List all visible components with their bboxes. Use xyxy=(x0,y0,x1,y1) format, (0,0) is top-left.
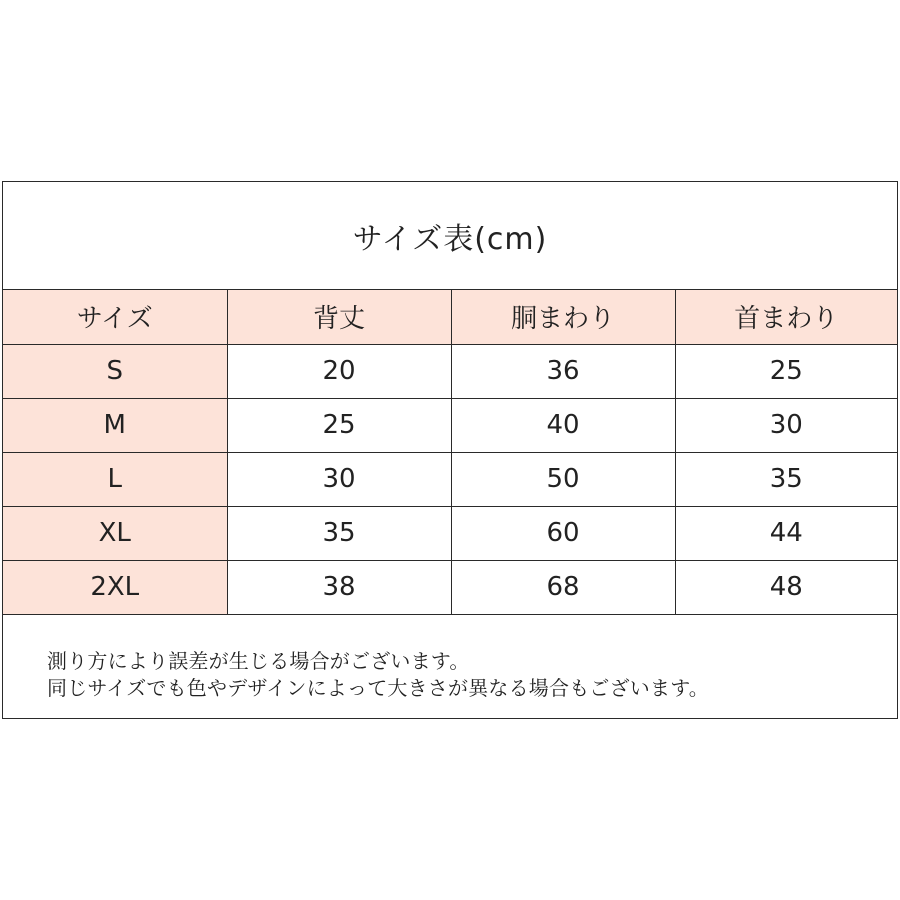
size-label: M xyxy=(3,398,227,452)
measurement-note xyxy=(47,648,709,702)
neck-cell: 35 xyxy=(675,452,897,506)
note-line-1: 測り方により誤差が生じる場合がございます。 xyxy=(47,649,470,673)
size-table xyxy=(3,290,897,615)
chest-cell: 36 xyxy=(451,344,675,398)
neck-cell: 25 xyxy=(675,344,897,398)
chest-cell: 50 xyxy=(451,452,675,506)
table-row xyxy=(3,344,897,398)
size-chart xyxy=(2,181,898,719)
header-row xyxy=(3,290,897,344)
size-label: L xyxy=(3,452,227,506)
table-row xyxy=(3,506,897,560)
chest-cell: 60 xyxy=(451,506,675,560)
neck-cell: 30 xyxy=(675,398,897,452)
size-label: XL xyxy=(3,506,227,560)
table-row xyxy=(3,398,897,452)
back-length-cell: 38 xyxy=(227,560,451,614)
header-size: サイズ xyxy=(3,290,227,344)
size-label: 2XL xyxy=(3,560,227,614)
table-row xyxy=(3,452,897,506)
header-chest: 胴まわり xyxy=(451,290,675,344)
header-back-length: 背丈 xyxy=(227,290,451,344)
chart-title: サイズ表(cm) xyxy=(3,182,897,290)
back-length-cell: 30 xyxy=(227,452,451,506)
chest-cell: 68 xyxy=(451,560,675,614)
size-label: S xyxy=(3,344,227,398)
table-row xyxy=(3,560,897,614)
note-line-2: 同じサイズでも色やデザインによって大きさが異なる場合もございます。 xyxy=(47,676,709,700)
back-length-cell: 20 xyxy=(227,344,451,398)
header-neck: 首まわり xyxy=(675,290,897,344)
neck-cell: 48 xyxy=(675,560,897,614)
back-length-cell: 25 xyxy=(227,398,451,452)
chest-cell: 40 xyxy=(451,398,675,452)
back-length-cell: 35 xyxy=(227,506,451,560)
neck-cell: 44 xyxy=(675,506,897,560)
